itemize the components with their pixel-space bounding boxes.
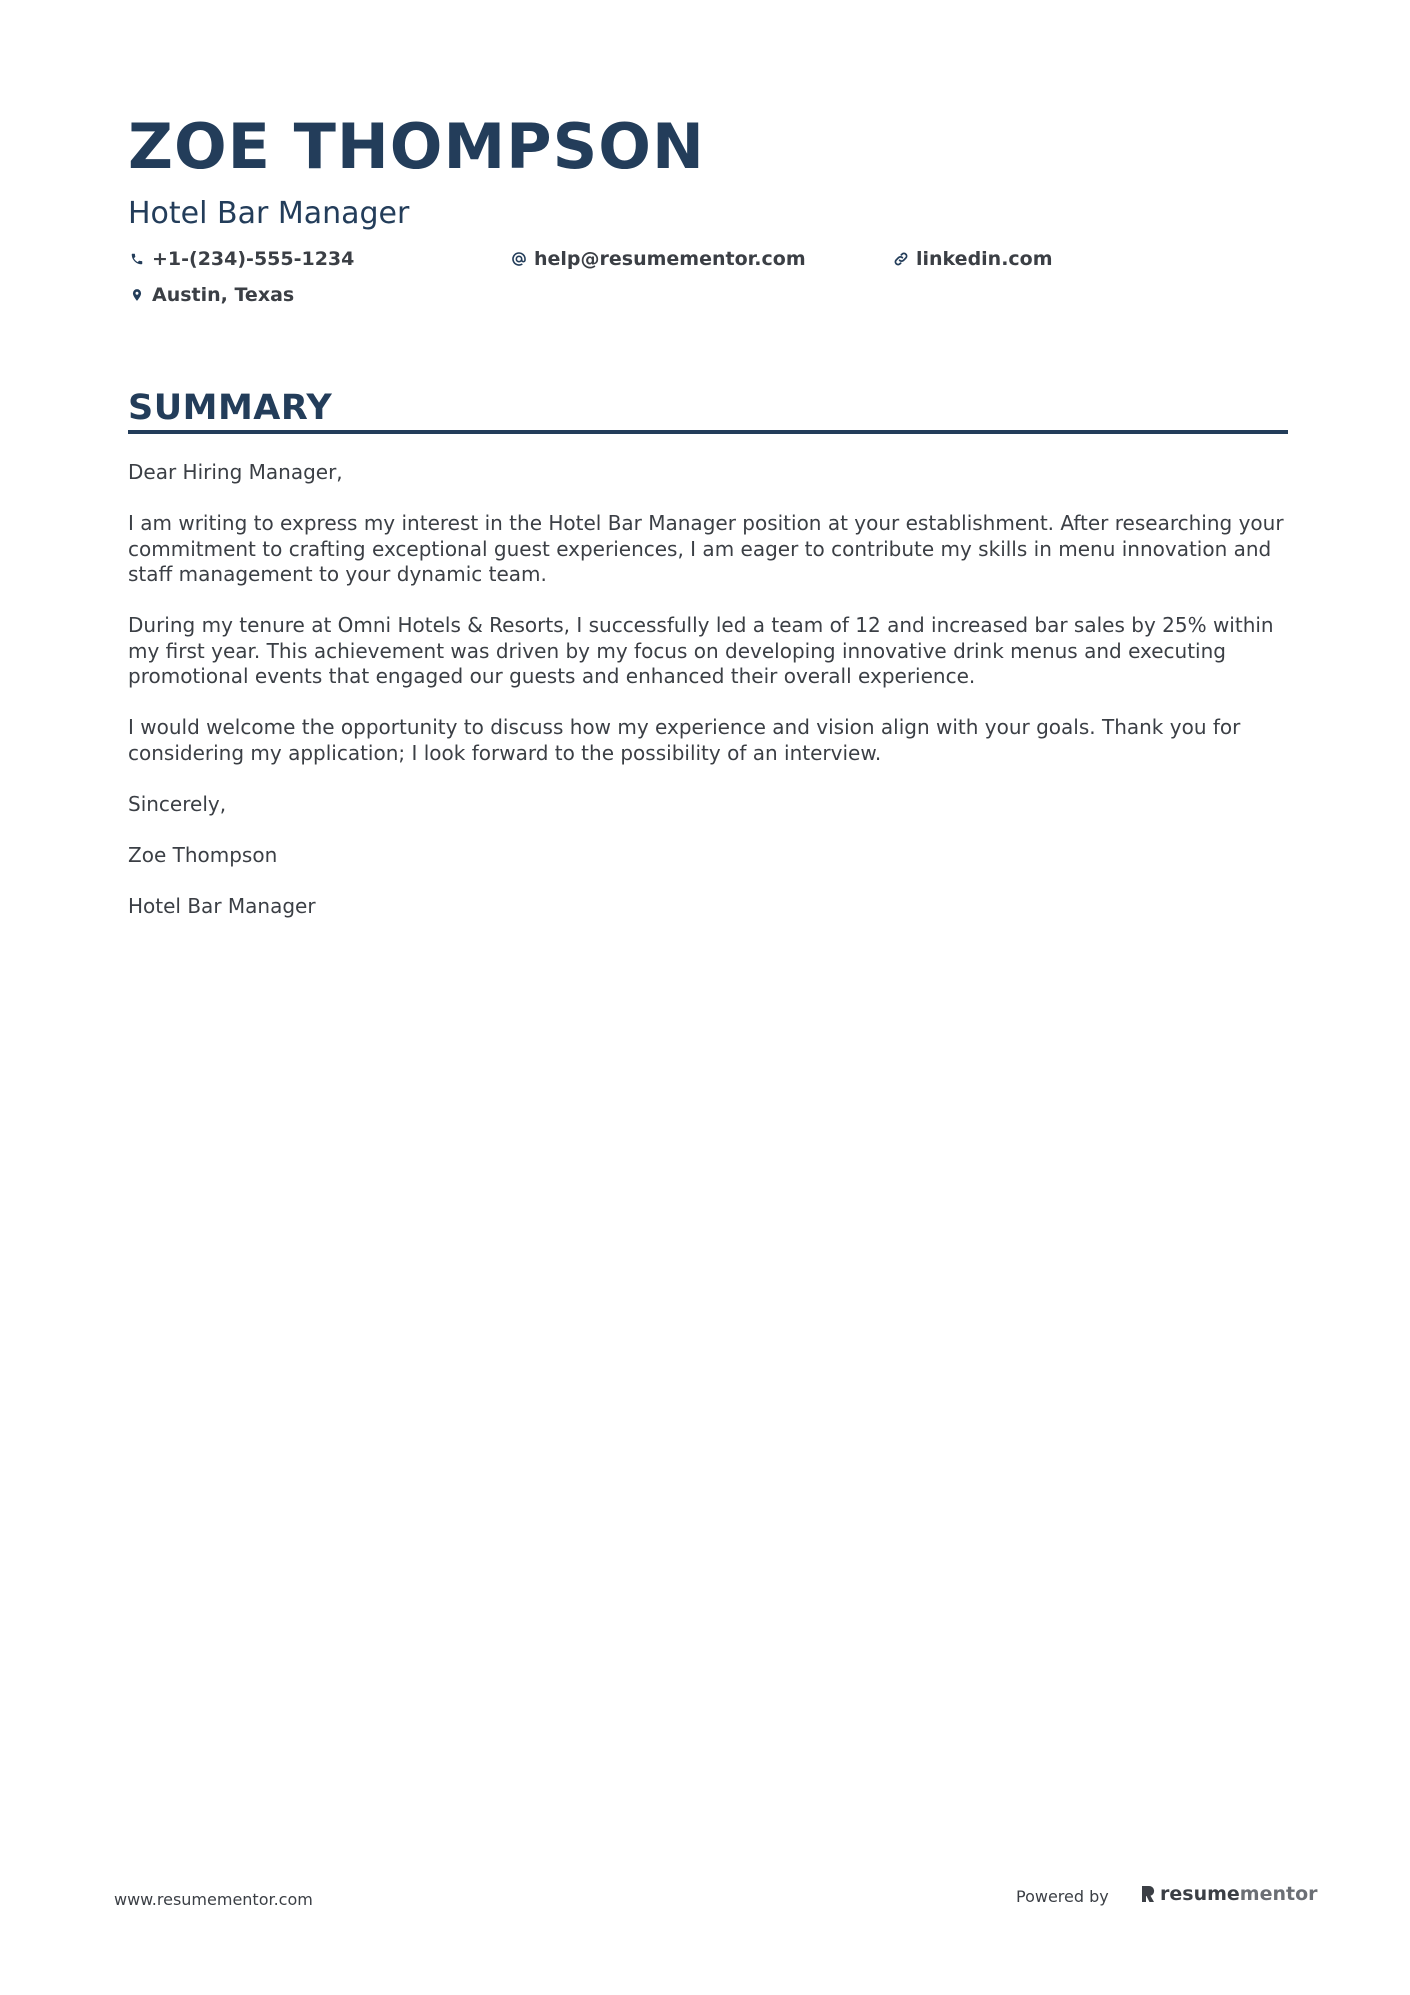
closing: Sincerely, (128, 791, 227, 816)
brand-logo[interactable] (1140, 1883, 1318, 1905)
at-icon (510, 250, 528, 268)
header (128, 110, 1288, 320)
paragraph: I would welcome the opportunity to discuss how my experience and vision align with your goals. Thank you for considering my application; I look forward to the possibility of an interview. (128, 715, 1241, 765)
email-text: help@resumementor.com (534, 248, 806, 270)
candidate-name: ZOE THOMPSON (128, 110, 705, 183)
salutation: Dear Hiring Manager, (128, 460, 343, 484)
letter-body (128, 460, 1298, 945)
contact-info (128, 246, 1288, 320)
paragraph: During my tenure at Omni Hotels & Resorts, I successfully led a team of 12 and increased bar sales by 25% within my first year. This achievement was driven by my focus on developing innovative drink menus and executing promotional events that engaged our guests and enhanced their overall experience. (128, 613, 1274, 688)
job-title: Hotel Bar Manager (128, 196, 410, 231)
paragraph: I am writing to express my interest in the Hotel Bar Manager position at your establishment. After researching your commitment to crafting exceptional guest experiences, I am eager to contribute my skills in menu innovation and staff management to your dynamic team. (128, 511, 1284, 586)
location-text: Austin, Texas (152, 284, 295, 306)
phone-text: +1-(234)-555-1234 (152, 248, 355, 270)
link-text: linkedin.com (916, 248, 1053, 270)
brand-text-resume: resume (1160, 1883, 1240, 1905)
phone-icon (128, 250, 146, 268)
brand-text-mentor: mentor (1239, 1883, 1318, 1905)
signature-name: Zoe Thompson (128, 842, 278, 867)
powered-by-label: Powered by (1016, 1887, 1109, 1906)
location-pin-icon (128, 286, 146, 304)
contact-email[interactable] (510, 246, 806, 272)
contact-location (128, 282, 294, 308)
resumementor-logo-icon (1140, 1884, 1156, 1904)
contact-link[interactable] (892, 246, 1053, 272)
summary-heading: SUMMARY (128, 388, 333, 428)
contact-phone[interactable] (128, 246, 354, 272)
signature-title: Hotel Bar Manager (128, 893, 316, 918)
link-icon (892, 250, 910, 268)
footer-url[interactable]: www.resumementor.com (114, 1890, 313, 1909)
section-divider (128, 430, 1288, 434)
